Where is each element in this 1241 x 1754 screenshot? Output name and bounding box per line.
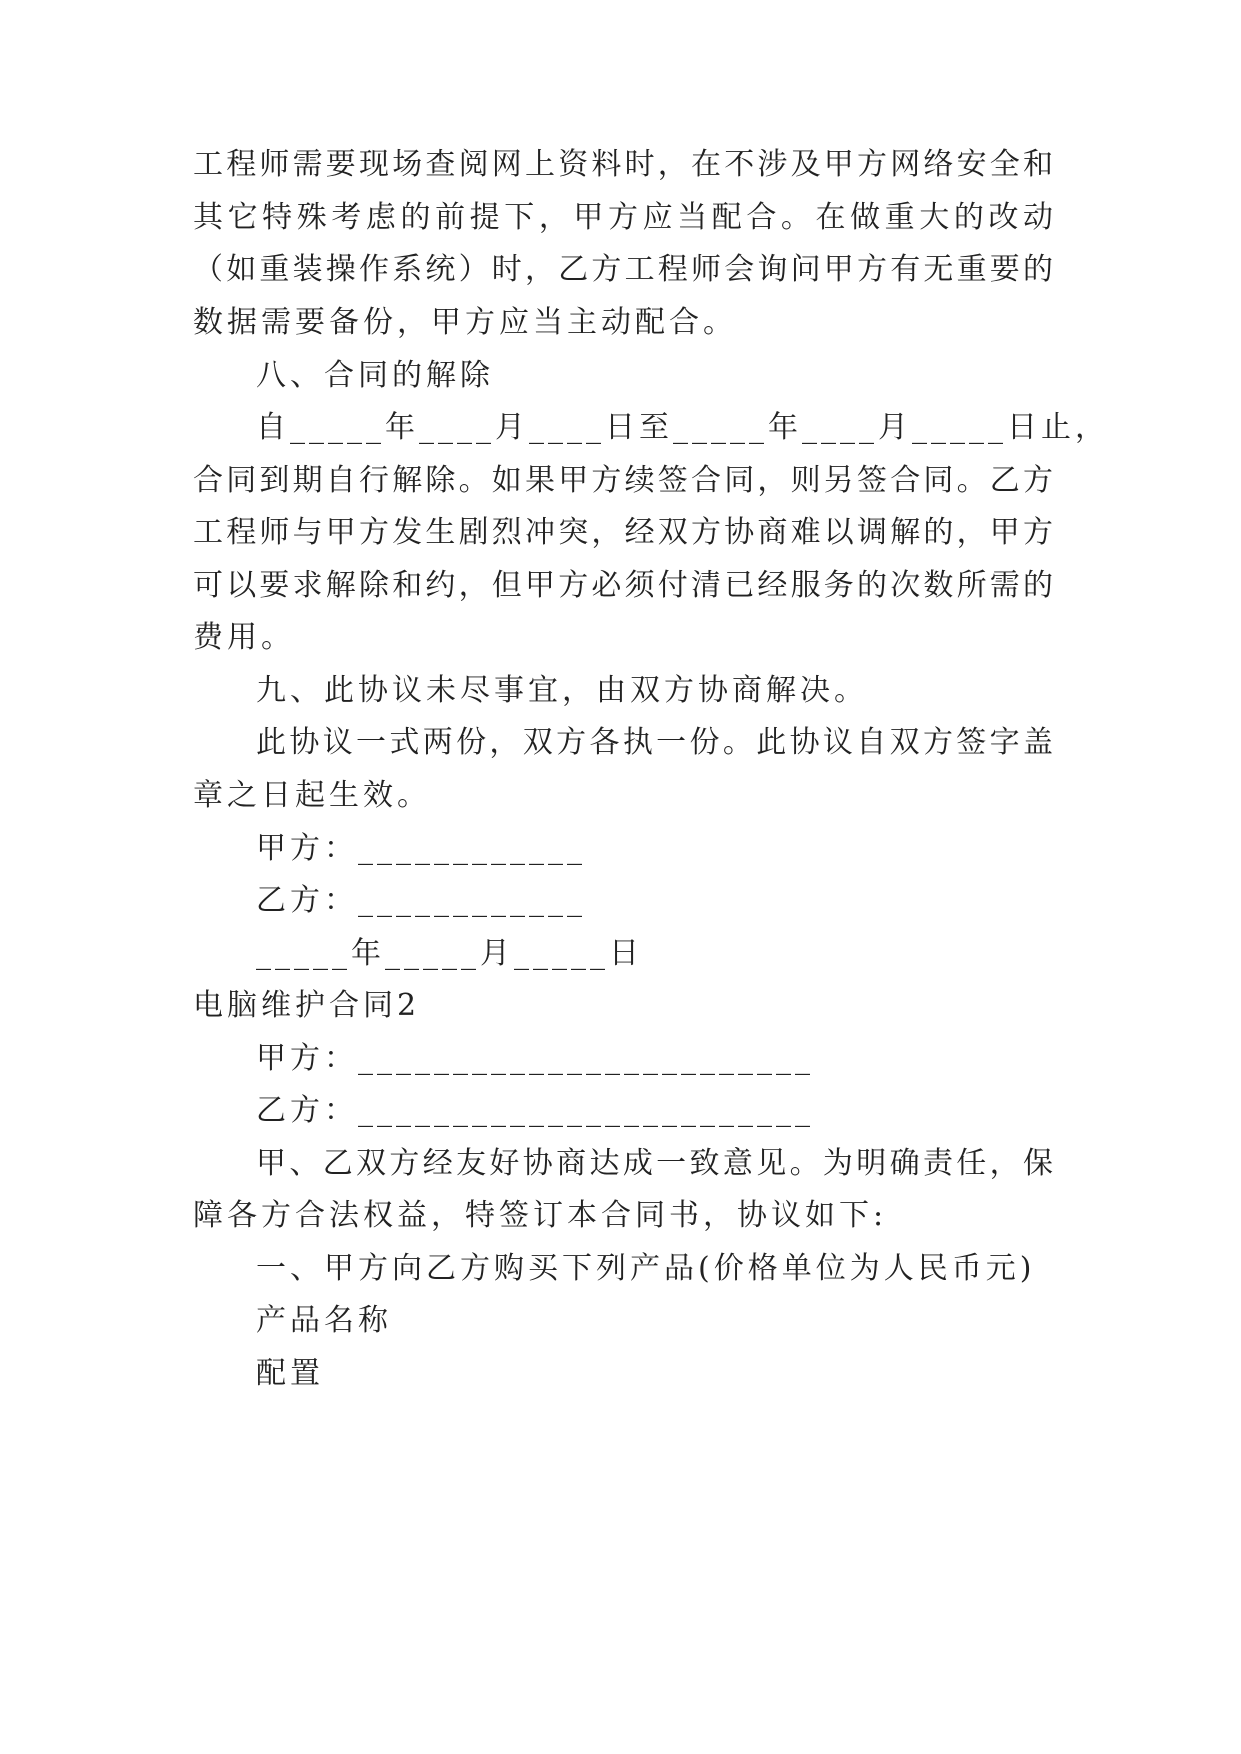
body-text-line: 自_____年____月____日至_____年____月_____日止，	[256, 410, 1109, 445]
body-text-line: 其它特殊考虑的前提下，甲方应当配合。在做重大的改动	[193, 200, 1053, 235]
body-text-line: 产品名称	[256, 1303, 392, 1338]
signature-party-b: 乙方：____________	[256, 883, 586, 918]
document-title: 电脑维护合同2	[193, 988, 421, 1023]
section-heading: 九、此协议未尽事宜，由双方协商解决。	[256, 673, 868, 708]
body-text-line: 数据需要备份，甲方应当主动配合。	[193, 305, 737, 340]
signature-date: _____年_____月_____日	[256, 936, 643, 971]
section-heading: 八、合同的解除	[256, 358, 494, 393]
body-text-line: 配置	[256, 1356, 324, 1391]
party-a-field: 甲方：________________________	[256, 1041, 814, 1076]
body-text-line: 章之日起生效。	[193, 778, 431, 813]
section-heading: 一、甲方向乙方购买下列产品(价格单位为人民币元)	[256, 1251, 1036, 1286]
body-text-line: 工程师需要现场查阅网上资料时，在不涉及甲方网络安全和	[193, 147, 1053, 182]
body-text-line: 可以要求解除和约，但甲方必须付清已经服务的次数所需的	[193, 568, 1053, 603]
body-text-line: 障各方合法权益，特签订本合同书，协议如下:	[193, 1198, 888, 1233]
party-b-field: 乙方：________________________	[256, 1093, 814, 1128]
body-text-line: 甲、乙双方经友好协商达成一致意见。为明确责任，保	[256, 1146, 1053, 1181]
body-text-line: 合同到期自行解除。如果甲方续签合同，则另签合同。乙方	[193, 463, 1053, 498]
body-text-line: 工程师与甲方发生剧烈冲突，经双方协商难以调解的，甲方	[193, 515, 1053, 550]
body-text-line: （如重装操作系统）时，乙方工程师会询问甲方有无重要的	[193, 252, 1053, 287]
body-text-line: 费用。	[193, 620, 295, 655]
signature-party-a: 甲方：____________	[256, 831, 586, 866]
body-text-line: 此协议一式两份，双方各执一份。此协议自双方签字盖	[256, 725, 1053, 760]
